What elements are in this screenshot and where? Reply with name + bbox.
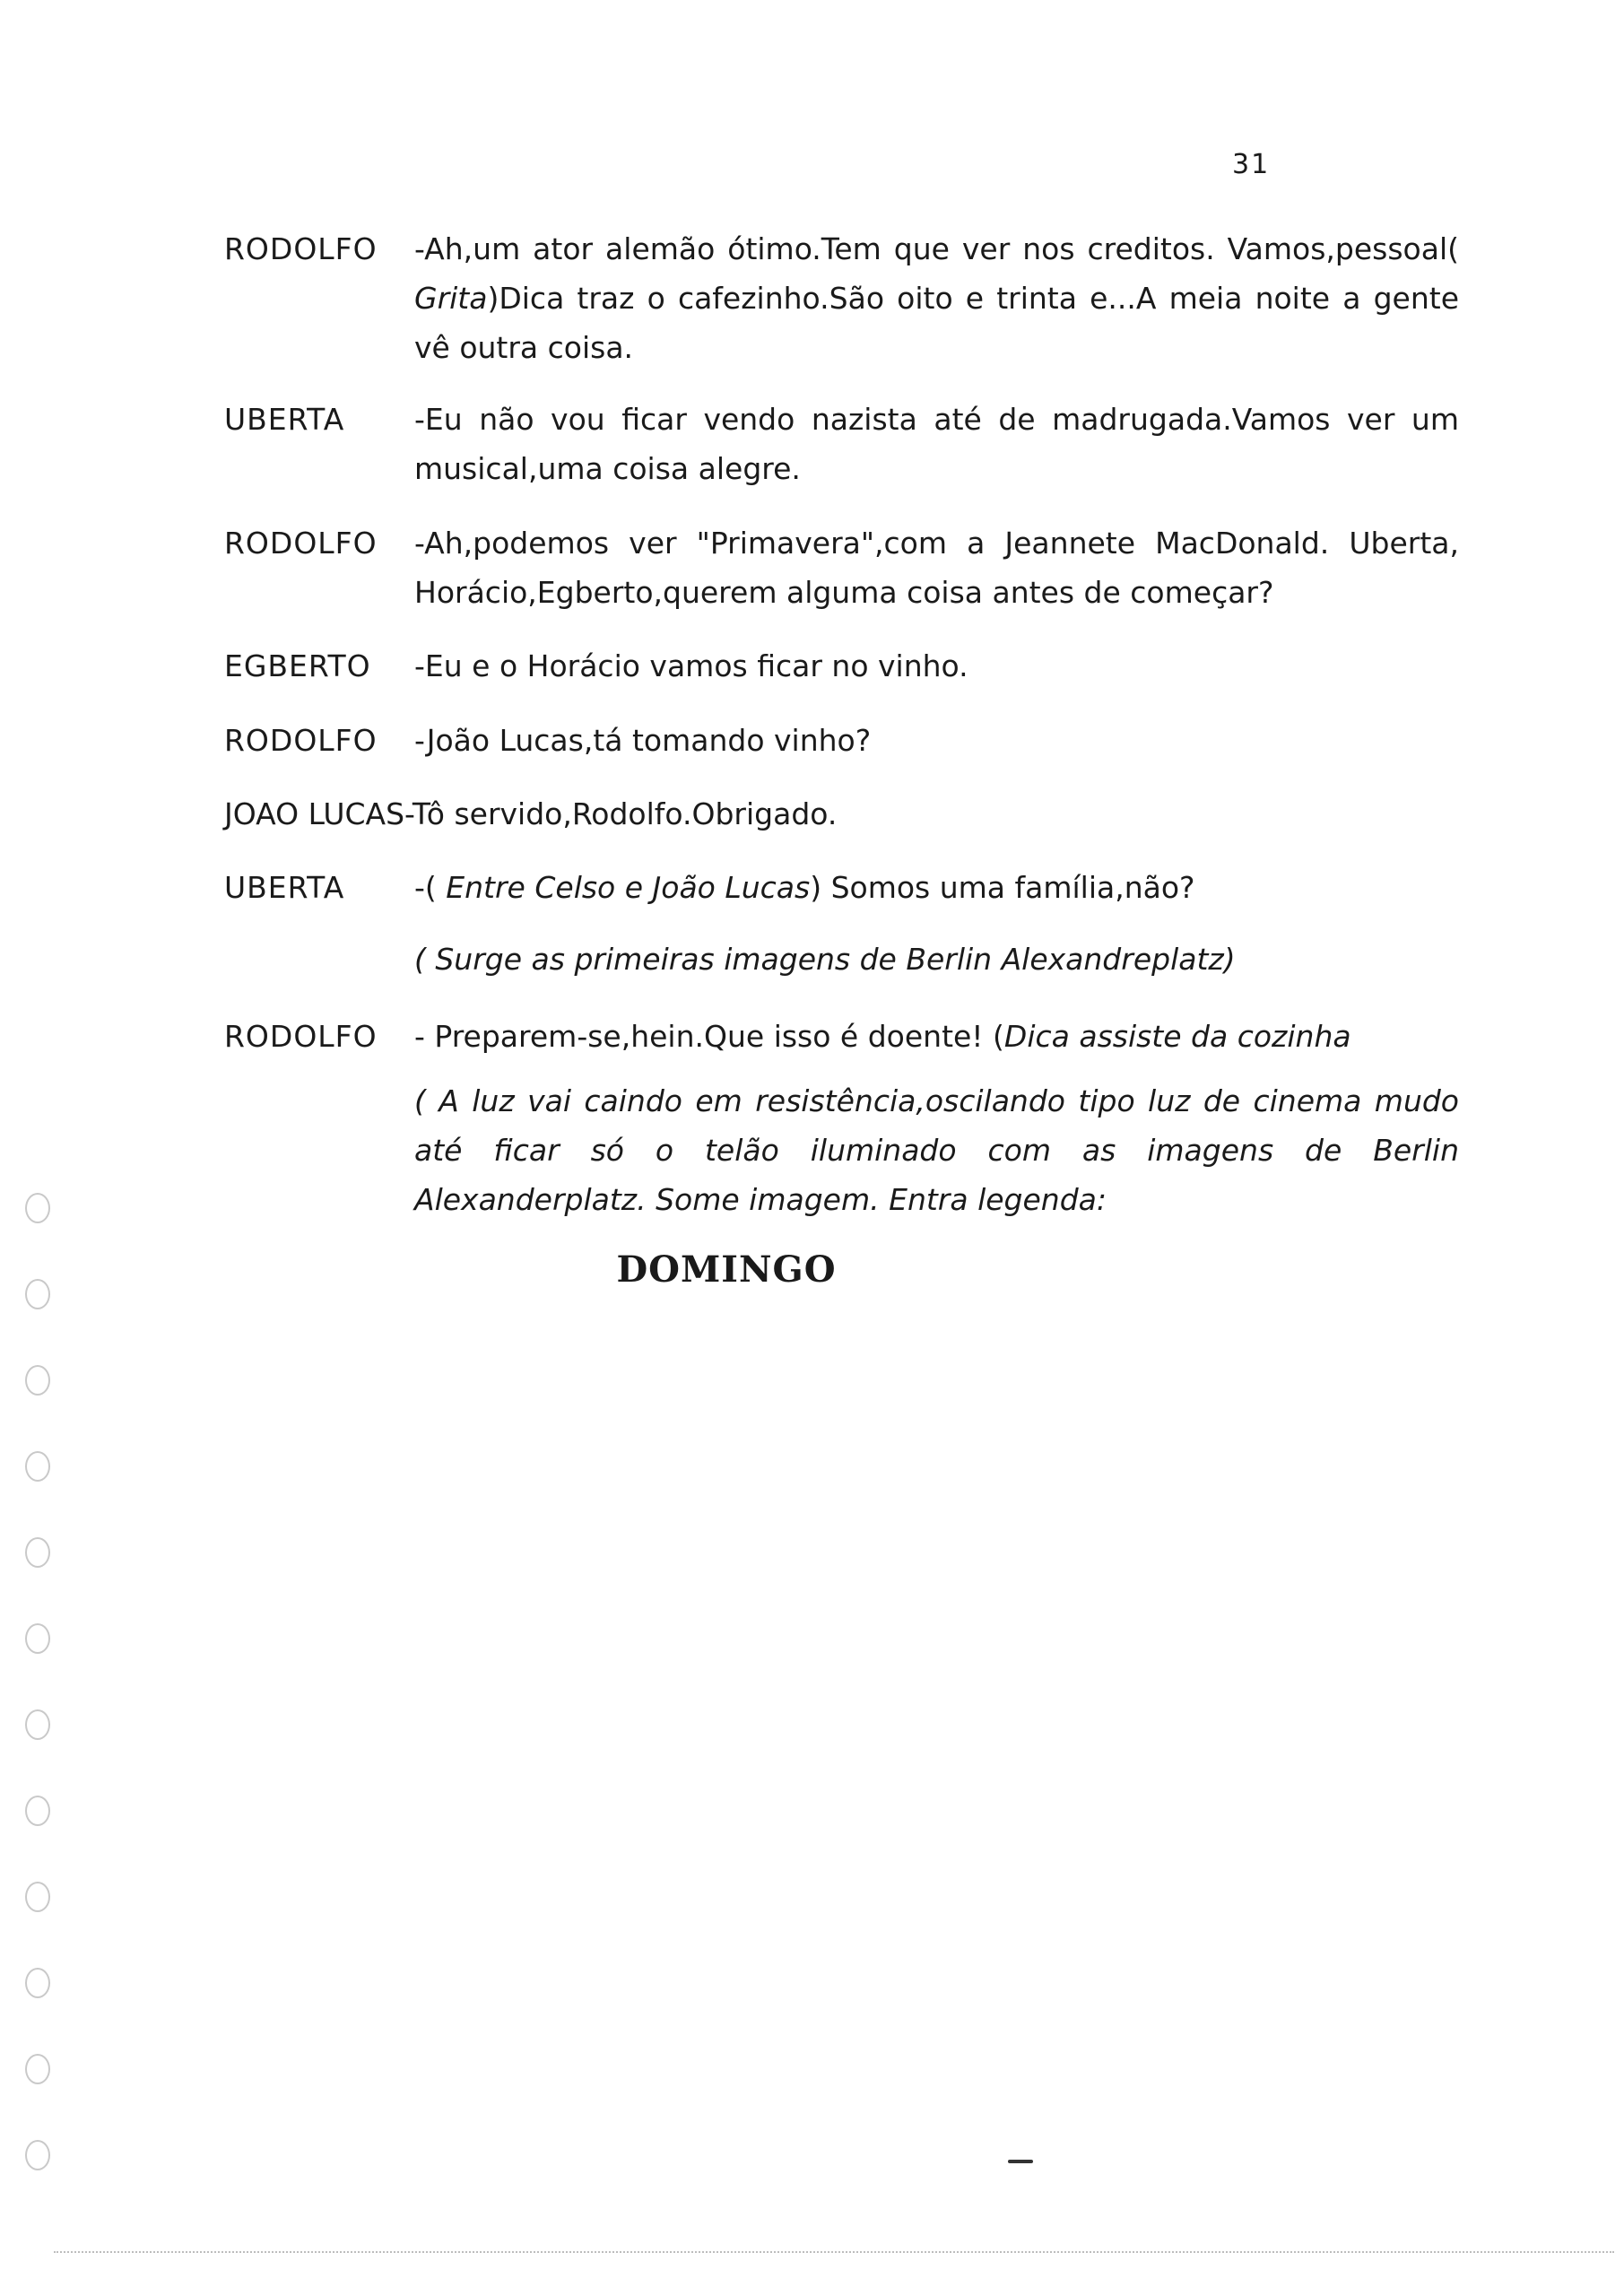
binder-hole-icon bbox=[25, 1968, 50, 1998]
dialogue-text bbox=[414, 863, 1459, 912]
stage-direction: ( A luz vai caindo em resistência,oscilando tipo luz de cinema mudo até ficar só o telão iluminado com as imagens de Berlin Alexanderplatz. Some imagem. Entra legenda: bbox=[414, 1083, 1459, 1217]
text-run: ) Somos uma família,não? bbox=[810, 870, 1195, 905]
text-run: -Eu não vou ficar vendo nazista até de madrugada.Vamos ver um musical,uma coisa alegre. bbox=[414, 402, 1459, 486]
dialogue-block bbox=[224, 395, 1480, 493]
stage-direction-run: Entre Celso e João Lucas bbox=[446, 870, 811, 905]
text-run: -João Lucas,tá tomando vinho? bbox=[414, 723, 872, 758]
binder-holes bbox=[25, 1193, 52, 2226]
speaker-name: UBERTA bbox=[224, 402, 345, 437]
dialogue-block bbox=[224, 716, 1480, 765]
dialogue-text bbox=[414, 716, 1459, 765]
text-run: -Eu e o Horácio vamos ficar no vinho. bbox=[414, 648, 968, 683]
binder-hole-icon bbox=[25, 1709, 50, 1740]
binder-hole-icon bbox=[25, 2054, 50, 2084]
dialogue-block bbox=[224, 863, 1480, 912]
speaker-name: RODOLFO bbox=[224, 1019, 378, 1054]
binder-hole-icon bbox=[25, 1537, 50, 1568]
stage-direction: ( Surge as primeiras imagens de Berlin Alexandreplatz) bbox=[414, 942, 1236, 977]
speaker-name: UBERTA bbox=[224, 870, 345, 905]
text-run: -Ah,um ator alemão ótimo.Tem que ver nos creditos. Vamos,pessoal( bbox=[414, 231, 1459, 266]
text-run: - Preparem-se,hein.Que isso é doente! ( bbox=[414, 1019, 1004, 1054]
binder-hole-icon bbox=[25, 1279, 50, 1309]
dialogue-block bbox=[224, 224, 1480, 372]
stage-direction-run: Grita bbox=[414, 281, 488, 316]
dialogue-text bbox=[414, 641, 1459, 691]
speaker-name: RODOLFO bbox=[224, 526, 378, 561]
dialogue-text bbox=[414, 395, 1459, 493]
text-run: -Ah,podemos ver "Primavera",com a Jeannete MacDonald. Uberta, Horácio,Egberto,querem alguma coisa antes de começar? bbox=[414, 526, 1459, 610]
binder-hole-icon bbox=[25, 1365, 50, 1396]
dialogue-text bbox=[414, 1012, 1459, 1061]
text-run: -( bbox=[414, 870, 447, 905]
binder-hole-icon bbox=[25, 1451, 50, 1482]
dialogue-text bbox=[414, 518, 1459, 617]
dialogue-block bbox=[224, 518, 1480, 617]
stage-direction-run: Dica assiste da cozinha bbox=[1003, 1019, 1351, 1054]
speaker-name: EGBERTO bbox=[224, 648, 371, 683]
dialogue-block bbox=[224, 1012, 1480, 1061]
text-run: )Dica traz o cafezinho.São oito e trinta e...A meia noite a gente vê outra coisa. bbox=[414, 281, 1459, 365]
speaker-name: RODOLFO bbox=[224, 231, 378, 266]
dialogue-line-joao-lucas: JOAO LUCAS-Tô servido,Rodolfo.Obrigado. bbox=[224, 796, 838, 831]
binder-hole-icon bbox=[25, 1882, 50, 1912]
binder-hole-icon bbox=[25, 2140, 50, 2170]
binder-hole-icon bbox=[25, 1796, 50, 1826]
dialogue-block bbox=[224, 641, 1480, 691]
section-title: DOMINGO bbox=[616, 1248, 837, 1291]
ink-speck bbox=[1008, 2160, 1033, 2163]
binder-hole-icon bbox=[25, 1623, 50, 1654]
page-number: 31 bbox=[1232, 149, 1271, 180]
speaker-name: RODOLFO bbox=[224, 723, 378, 758]
dialogue-text bbox=[414, 224, 1459, 372]
page-bottom-edge bbox=[54, 2251, 1614, 2253]
binder-hole-icon bbox=[25, 1193, 50, 1223]
